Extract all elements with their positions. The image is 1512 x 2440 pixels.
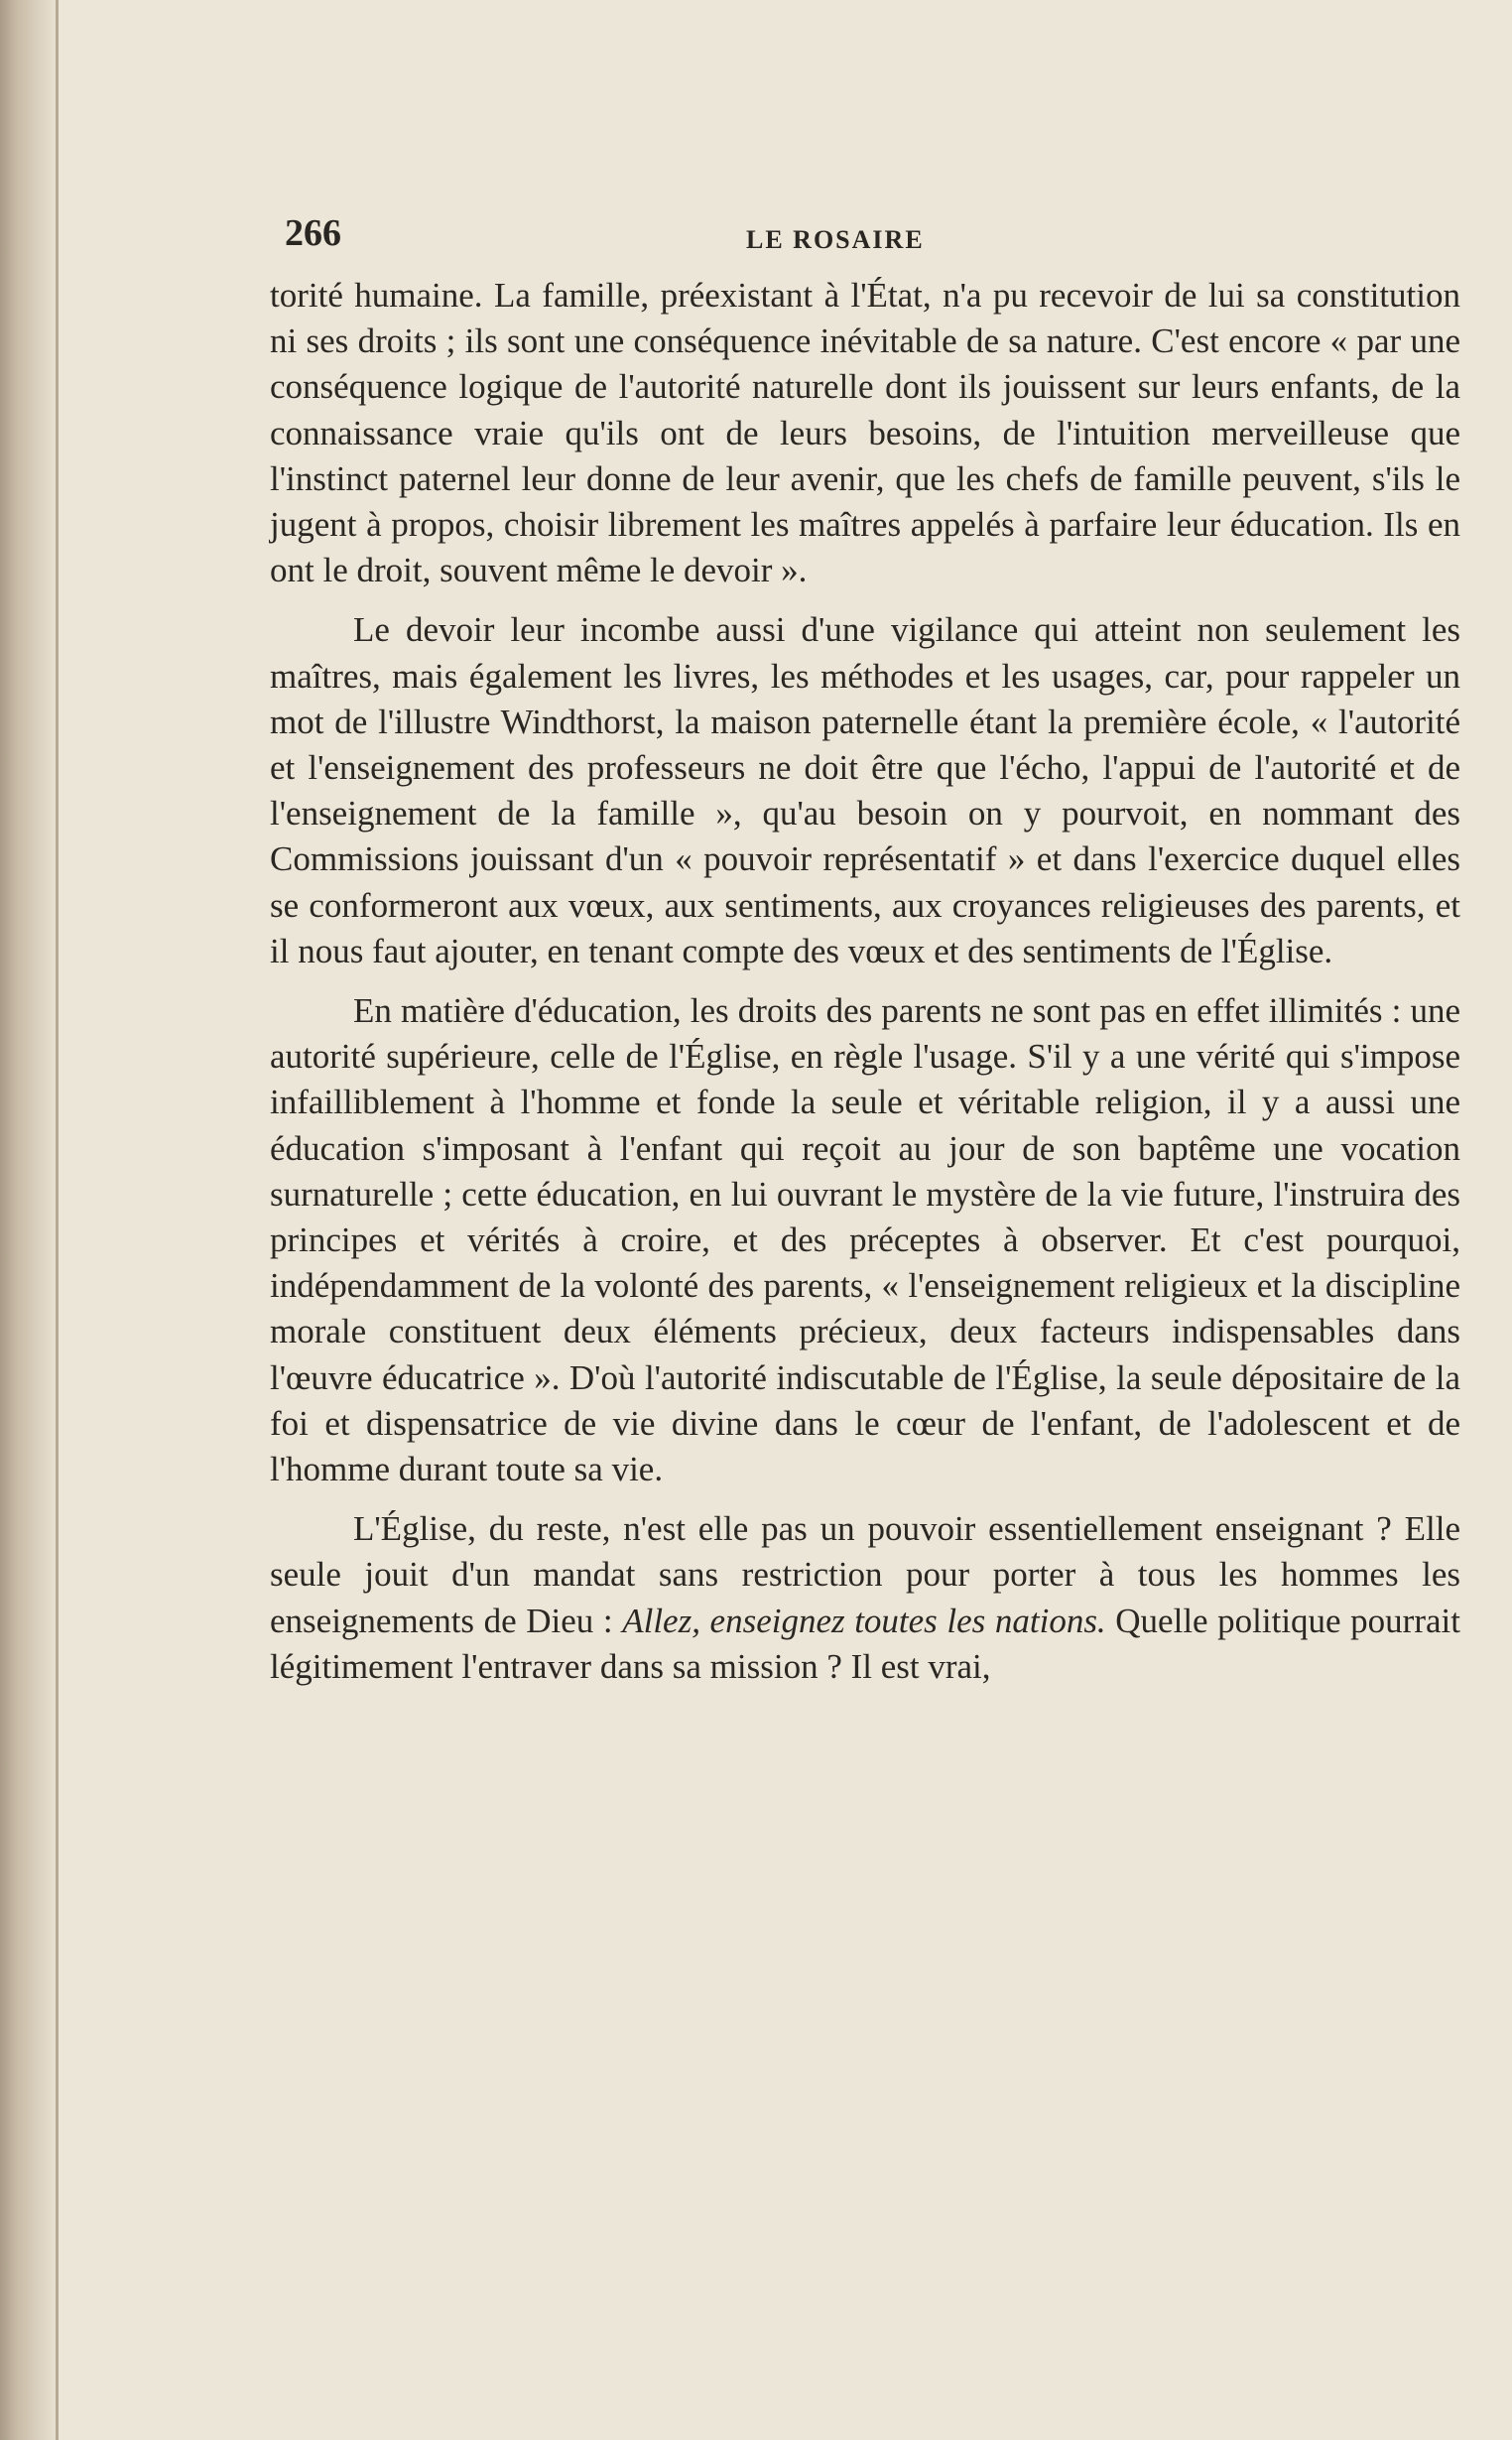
page — [260, 203, 1462, 1690]
page-number: 266 — [285, 212, 341, 254]
running-title: LE ROSAIRE — [746, 225, 925, 254]
paragraph-2: Le devoir leur incombe aussi d'une vigilance qui atteint non seulement les maîtres, mais également les livres, les méthodes et les usages, car, pour rappeler un mot de l'illustre Windthorst, la maison paternelle étant la première école, « l'autorité et l'enseignement des professeurs ne doit être que l'écho, l'appui de l'autorité et de l'enseignement de la famille », qu'au besoin on y pourvoit, en nommant des Commissions jouissant d'un « pouvoir représentatif » et dans l'exercice duquel elles se conformeront aux vœux, aux sentiments, aux croyances religieuses des parents, et il nous faut ajouter, en tenant compte des vœux et des sentiments de l'Église. — [270, 610, 1460, 970]
paragraph-4 — [270, 1506, 1460, 1690]
book-gutter — [0, 0, 58, 2440]
gutter-edge — [56, 0, 59, 2440]
paragraph-3: En matière d'éducation, les droits des parents ne sont pas en effet illimités : une autorité supérieure, celle de l'Église, en règle l'usage. S'il y a une vérité qui s'impose infailliblement à l'homme et fonde la seule et véritable religion, il y a aussi une éducation s'imposant à l'enfant qui reçoit au jour de son baptême une vocation surnaturelle ; cette éducation, en lui ouvrant le mystère de la vie future, l'instruira des principes et vérités à croire, et des préceptes à observer. Et c'est pourquoi, indépendamment de la volonté des parents, « l'enseignement religieux et la discipline morale constituent deux éléments précieux, deux facteurs indispensables dans l'œuvre éducatrice ». D'où l'autorité indiscutable de l'Église, la seule dépositaire de la foi et dispensatrice de vie divine dans le cœur de l'enfant, de l'adolescent et de l'homme durant toute sa vie. — [270, 991, 1460, 1489]
paragraph-4-start: L'Église, du reste, n'est elle pas un pouvoir essentiellement enseignant ? Elle seule jouit d'un mandat sans restriction pour porter à tous les hommes les enseignements de Dieu : — [270, 1509, 1460, 1640]
page-header — [260, 203, 1462, 273]
body-text — [270, 273, 1460, 1690]
paragraph-1: torité humaine. La famille, préexistant à l'État, n'a pu recevoir de lui sa constitution ni ses droits ; ils sont une conséquence inévitable de sa nature. C'est encore « par une conséquence logique de l'autorité naturelle dont ils jouissent sur leurs enfants, de la connaissance vraie qu'ils ont de leurs besoins, de l'intuition merveilleuse que l'instinct paternel leur donne de leur avenir, que les chefs de famille peuvent, s'ils le jugent à propos, choisir librement les maîtres appelés à parfaire leur éducation. Ils en ont le droit, souvent même le devoir ». — [270, 276, 1460, 590]
paragraph-4-end: Quelle politique pourrait légitimement l'entraver dans sa mission ? Il est vrai, — [270, 1601, 1460, 1686]
scripture-quote: Allez, enseignez toutes les nations. — [622, 1601, 1106, 1640]
